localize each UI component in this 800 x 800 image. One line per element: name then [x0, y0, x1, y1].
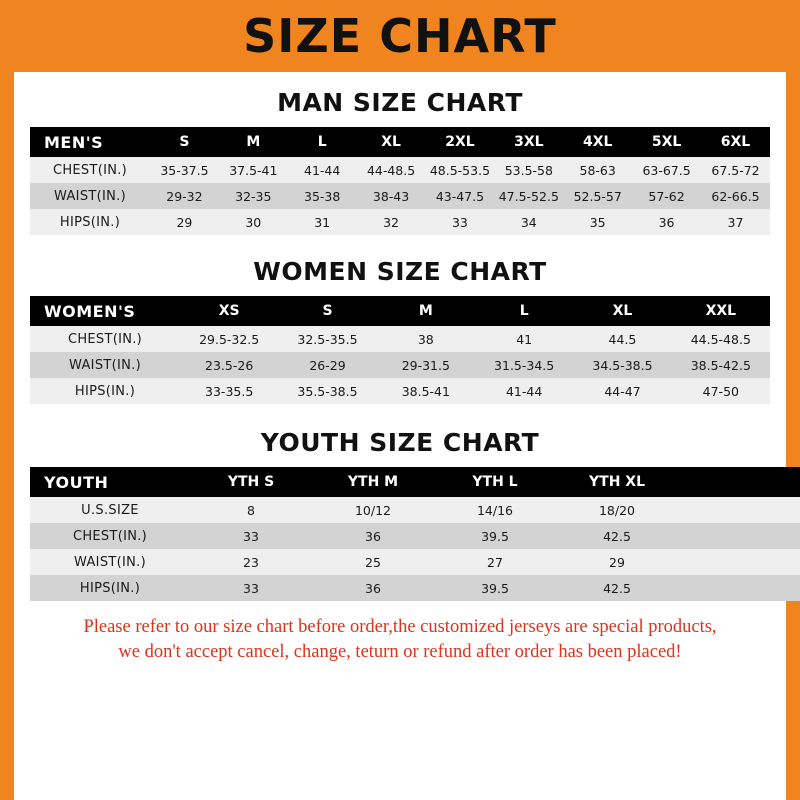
- man-cell-2-5: 34: [494, 209, 563, 235]
- women-cell-0-4: 44.5: [573, 326, 671, 352]
- youth-col-3: YTH XL: [556, 467, 678, 497]
- women-cell-2-0: 33-35.5: [180, 378, 278, 404]
- man-cell-2-4: 33: [426, 209, 495, 235]
- man-cell-2-6: 35: [563, 209, 632, 235]
- table-row: [30, 326, 770, 352]
- women-cell-1-4: 34.5-38.5: [573, 352, 671, 378]
- footer-note-line-2: we don't accept cancel, change, teturn or refund after order has been placed!: [118, 641, 682, 662]
- women-col-0: XS: [180, 296, 278, 326]
- women-row-label-2: HIPS(IN.): [30, 378, 180, 404]
- chart-content: [14, 72, 786, 800]
- youth-cell-2-3: 29: [556, 549, 678, 575]
- women-row-label-1: WAIST(IN.): [30, 352, 180, 378]
- table-row: [30, 575, 800, 601]
- man-cell-0-1: 37.5-41: [219, 157, 288, 183]
- women-cell-1-3: 31.5-34.5: [475, 352, 573, 378]
- man-cell-1-7: 57-62: [632, 183, 701, 209]
- youth-col-2: YTH L: [434, 467, 556, 497]
- women-col-2: M: [377, 296, 475, 326]
- man-row-header: MEN'S: [30, 127, 150, 157]
- man-row-label-2: HIPS(IN.): [30, 209, 150, 235]
- women-cell-1-5: 38.5-42.5: [672, 352, 770, 378]
- man-cell-2-7: 36: [632, 209, 701, 235]
- man-cell-2-0: 29: [150, 209, 219, 235]
- man-cell-1-4: 43-47.5: [426, 183, 495, 209]
- page-title: SIZE CHART: [243, 9, 557, 63]
- youth-cell-2-2: 27: [434, 549, 556, 575]
- man-section-title: MAN SIZE CHART: [277, 88, 523, 117]
- youth-cell-2-1: 25: [312, 549, 434, 575]
- table-row: [30, 378, 770, 404]
- man-row-label-0: CHEST(IN.): [30, 157, 150, 183]
- man-cell-1-0: 29-32: [150, 183, 219, 209]
- youth-cell-1-spacer: [678, 523, 800, 549]
- table-row: [30, 523, 800, 549]
- table-row: [30, 497, 800, 523]
- women-cell-0-2: 38: [377, 326, 475, 352]
- youth-cell-3-3: 42.5: [556, 575, 678, 601]
- women-row-label-0: CHEST(IN.): [30, 326, 180, 352]
- table-row: [30, 209, 770, 235]
- women-row-header: WOMEN'S: [30, 296, 180, 326]
- youth-col-spacer: [678, 467, 800, 497]
- man-cell-1-8: 62-66.5: [701, 183, 770, 209]
- women-col-1: S: [278, 296, 376, 326]
- table-row: [30, 549, 800, 575]
- women-section-title: WOMEN SIZE CHART: [253, 257, 547, 286]
- youth-cell-0-2: 14/16: [434, 497, 556, 523]
- women-cell-1-1: 26-29: [278, 352, 376, 378]
- man-col-8: 6XL: [701, 127, 770, 157]
- women-cell-2-5: 47-50: [672, 378, 770, 404]
- women-size-table: [30, 296, 770, 404]
- youth-cell-0-3: 18/20: [556, 497, 678, 523]
- man-size-table: [30, 127, 770, 235]
- youth-table-head: [30, 467, 800, 497]
- footer-note-line-1: Please refer to our size chart before order,the customized jerseys are special products,: [83, 617, 717, 637]
- women-cell-2-4: 44-47: [573, 378, 671, 404]
- man-cell-1-1: 32-35: [219, 183, 288, 209]
- man-table-head: [30, 127, 770, 157]
- women-cell-2-3: 41-44: [475, 378, 573, 404]
- youth-cell-3-1: 36: [312, 575, 434, 601]
- women-cell-0-5: 44.5-48.5: [672, 326, 770, 352]
- youth-cell-3-2: 39.5: [434, 575, 556, 601]
- man-row-label-1: WAIST(IN.): [30, 183, 150, 209]
- man-cell-1-6: 52.5-57: [563, 183, 632, 209]
- women-cell-2-1: 35.5-38.5: [278, 378, 376, 404]
- women-cell-1-2: 29-31.5: [377, 352, 475, 378]
- man-col-5: 3XL: [494, 127, 563, 157]
- table-header-row: [30, 296, 770, 326]
- man-col-4: 2XL: [426, 127, 495, 157]
- man-cell-0-8: 67.5-72: [701, 157, 770, 183]
- youth-row-label-2: WAIST(IN.): [30, 549, 190, 575]
- table-row: [30, 352, 770, 378]
- youth-cell-0-1: 10/12: [312, 497, 434, 523]
- youth-cell-3-spacer: [678, 575, 800, 601]
- women-table-body: [30, 326, 770, 404]
- youth-table-body: [30, 497, 800, 601]
- youth-cell-1-3: 42.5: [556, 523, 678, 549]
- women-table-head: [30, 296, 770, 326]
- youth-row-label-3: HIPS(IN.): [30, 575, 190, 601]
- man-col-2: L: [288, 127, 357, 157]
- women-col-3: L: [475, 296, 573, 326]
- man-cell-1-2: 35-38: [288, 183, 357, 209]
- man-cell-1-3: 38-43: [357, 183, 426, 209]
- youth-cell-1-2: 39.5: [434, 523, 556, 549]
- youth-row-label-0: U.S.SIZE: [30, 497, 190, 523]
- man-cell-0-4: 48.5-53.5: [426, 157, 495, 183]
- youth-cell-2-spacer: [678, 549, 800, 575]
- table-header-row: [30, 127, 770, 157]
- man-col-3: XL: [357, 127, 426, 157]
- table-row: [30, 183, 770, 209]
- youth-cell-3-0: 33: [190, 575, 312, 601]
- man-cell-0-7: 63-67.5: [632, 157, 701, 183]
- man-table-body: [30, 157, 770, 235]
- man-cell-0-2: 41-44: [288, 157, 357, 183]
- man-cell-0-6: 58-63: [563, 157, 632, 183]
- youth-cell-2-0: 23: [190, 549, 312, 575]
- youth-col-0: YTH S: [190, 467, 312, 497]
- youth-size-table: [30, 467, 800, 601]
- man-cell-2-2: 31: [288, 209, 357, 235]
- women-cell-2-2: 38.5-41: [377, 378, 475, 404]
- table-header-row: [30, 467, 800, 497]
- table-row: [30, 157, 770, 183]
- youth-col-1: YTH M: [312, 467, 434, 497]
- man-col-1: M: [219, 127, 288, 157]
- man-col-7: 5XL: [632, 127, 701, 157]
- footer-note: [30, 615, 770, 671]
- youth-section-title: YOUTH SIZE CHART: [260, 428, 540, 457]
- women-cell-0-1: 32.5-35.5: [278, 326, 376, 352]
- youth-row-header: YOUTH: [30, 467, 190, 497]
- man-cell-2-1: 30: [219, 209, 288, 235]
- women-col-4: XL: [573, 296, 671, 326]
- youth-cell-0-0: 8: [190, 497, 312, 523]
- man-col-6: 4XL: [563, 127, 632, 157]
- women-cell-0-0: 29.5-32.5: [180, 326, 278, 352]
- header-band: [14, 0, 786, 72]
- man-cell-0-5: 53.5-58: [494, 157, 563, 183]
- man-col-0: S: [150, 127, 219, 157]
- man-cell-2-3: 32: [357, 209, 426, 235]
- youth-cell-1-0: 33: [190, 523, 312, 549]
- women-col-5: XXL: [672, 296, 770, 326]
- youth-cell-0-spacer: [678, 497, 800, 523]
- man-cell-0-3: 44-48.5: [357, 157, 426, 183]
- man-cell-1-5: 47.5-52.5: [494, 183, 563, 209]
- youth-cell-1-1: 36: [312, 523, 434, 549]
- man-cell-0-0: 35-37.5: [150, 157, 219, 183]
- women-cell-0-3: 41: [475, 326, 573, 352]
- man-cell-2-8: 37: [701, 209, 770, 235]
- youth-row-label-1: CHEST(IN.): [30, 523, 190, 549]
- women-cell-1-0: 23.5-26: [180, 352, 278, 378]
